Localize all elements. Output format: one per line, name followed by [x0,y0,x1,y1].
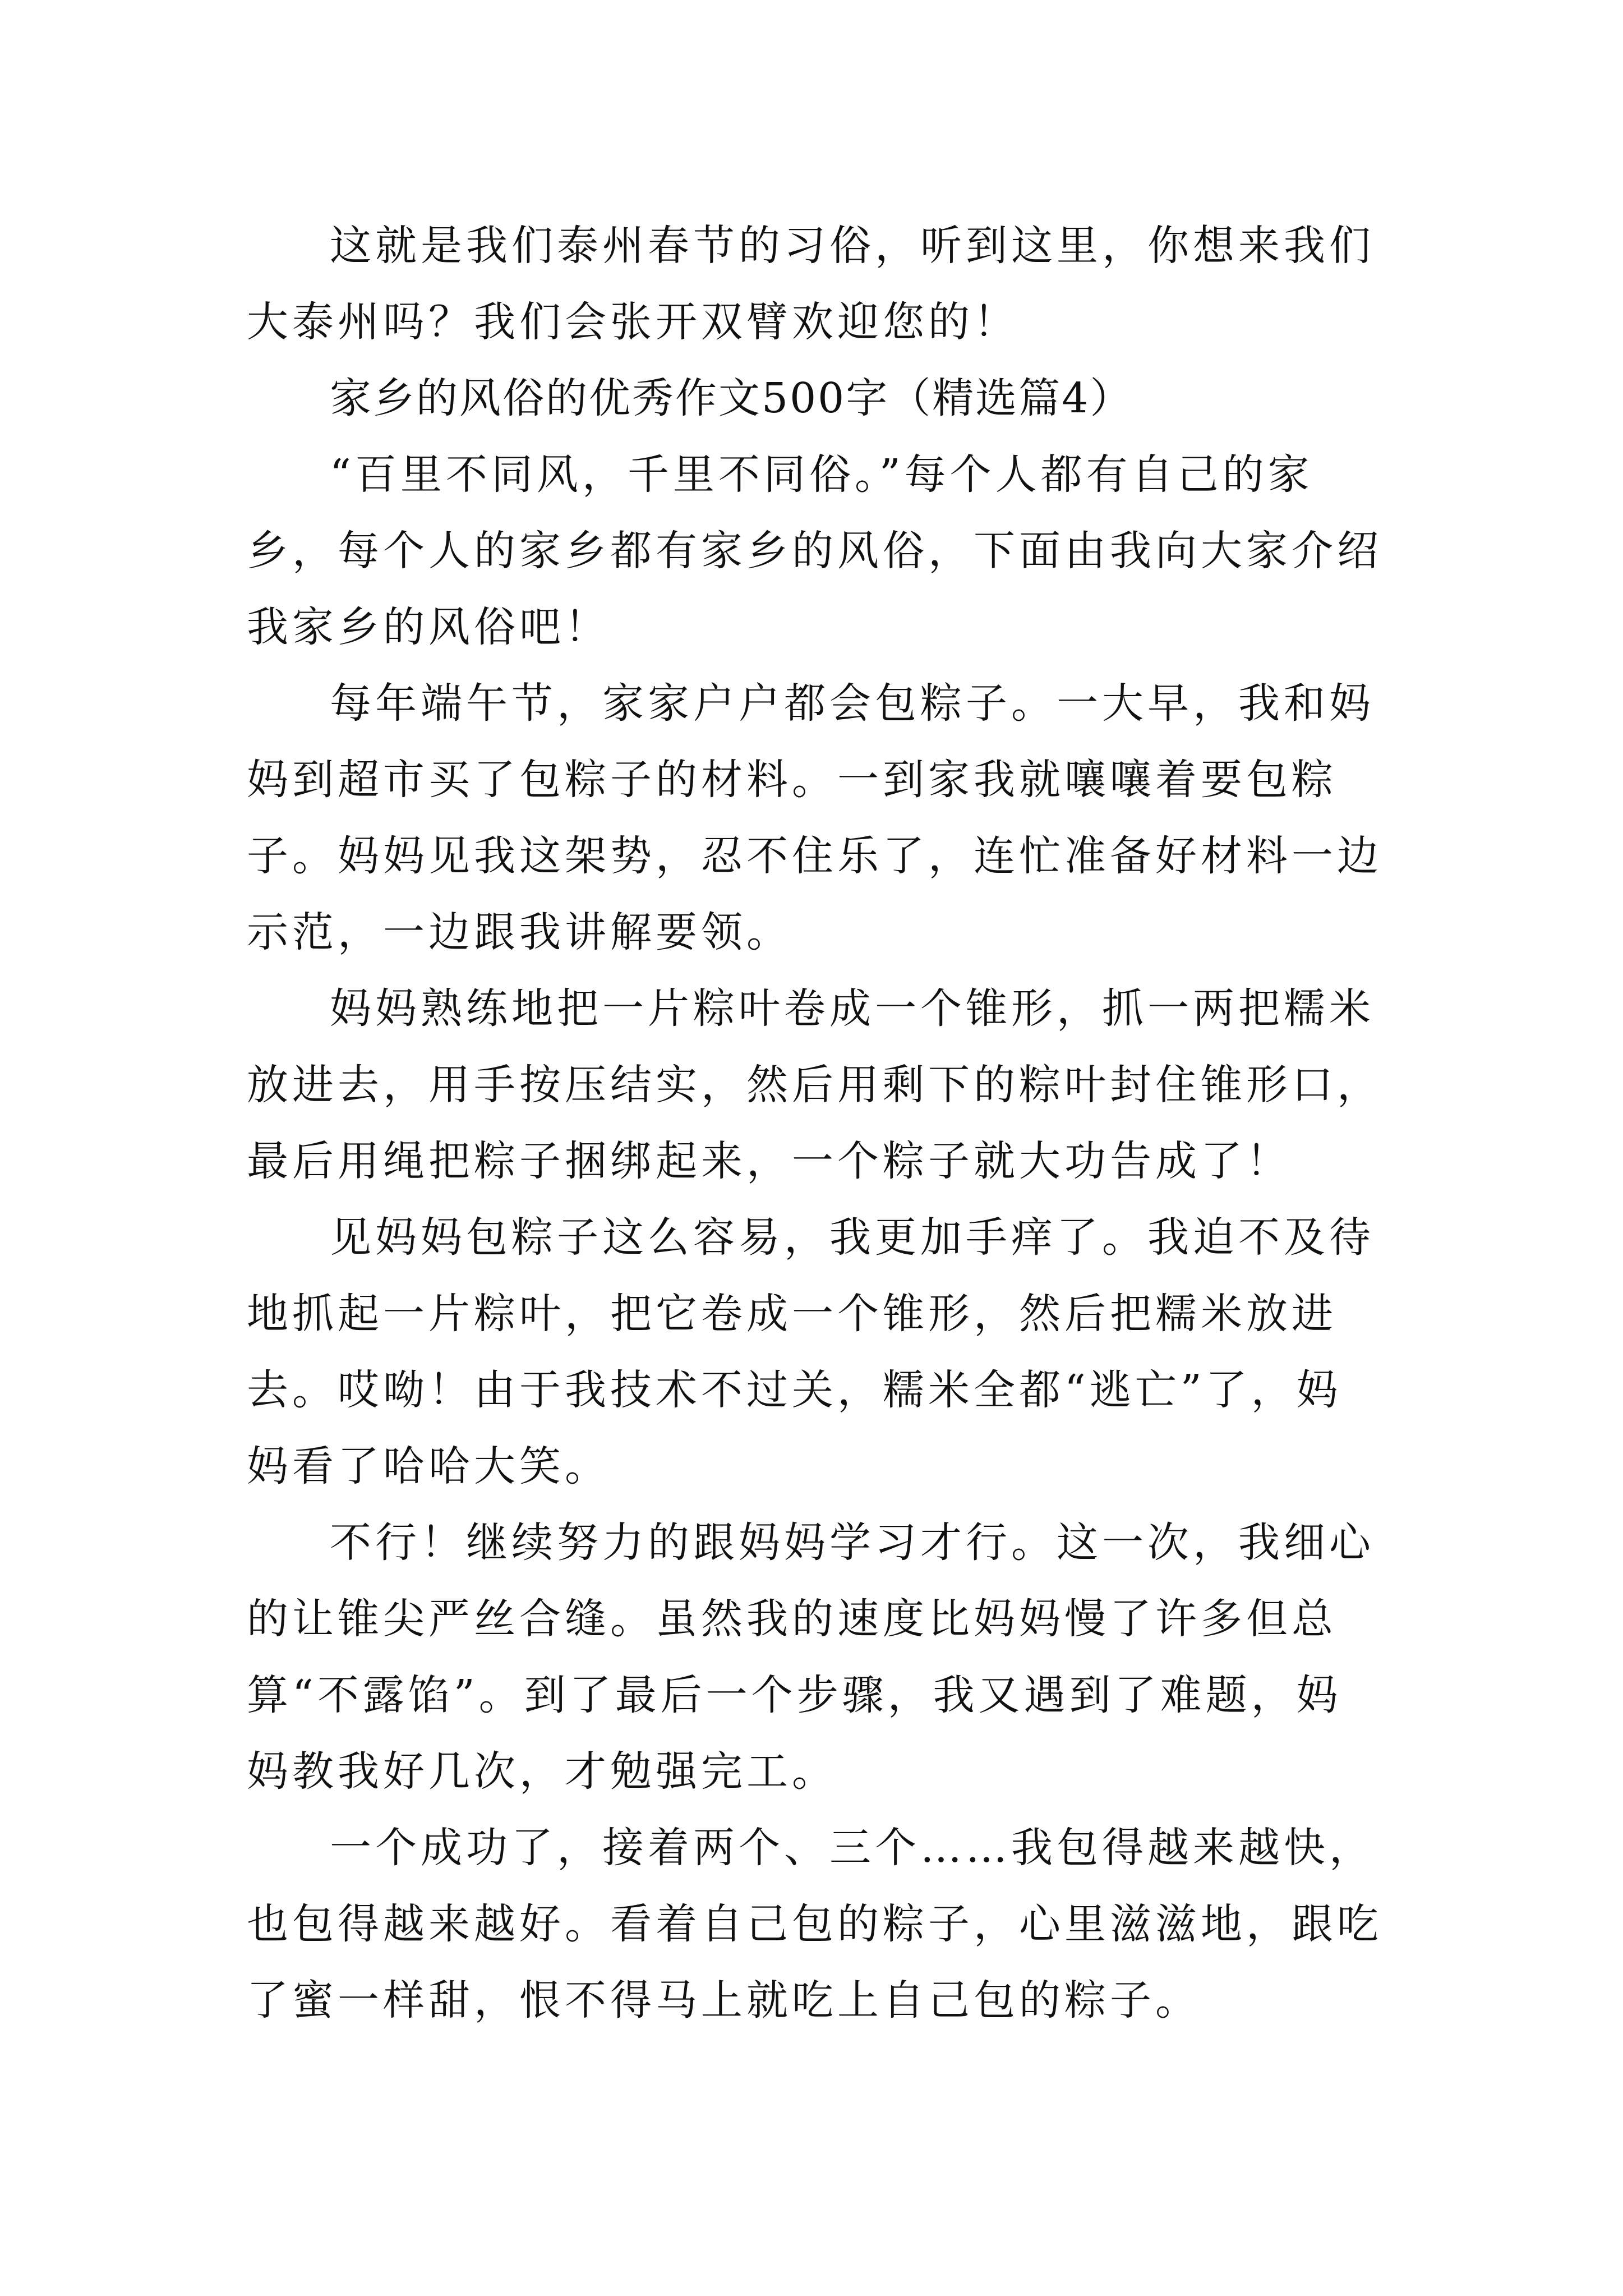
paragraph-first-try: 见妈妈包粽子这么容易，我更加手痒了。我迫不及待地抓起一片粽叶，把它卷成一个锥形，然后把糯米放进去。哎呦！由于我技术不过关，糯米全都“逃亡”了，妈妈看了哈哈大笑。 [247,1213,1375,1490]
paragraph-intro-closing: 这就是我们泰州春节的习俗，听到这里，你想来我们大泰州吗？我们会张开双臂欢迎您的！ [247,222,1375,346]
document-body [247,208,1385,2039]
paragraph-second-try: 不行！继续努力的跟妈妈学习才行。这一次，我细心的让锥尖严丝合缝。虽然我的速度比妈妈慢了许多但总算“不露馅”。到了最后一个步骤，我又遇到了难题，妈妈教我好几次，才勉强完工。 [247,1519,1375,1796]
paragraph-dragon-boat: 每年端午节，家家户户都会包粽子。一大早，我和妈妈到超市买了包粽子的材料。一到家我就嚷嚷着要包粽子。妈妈见我这架势，忍不住乐了，连忙准备好材料一边示范，一边跟我讲解要领。 [247,679,1382,956]
paragraph-success: 一个成功了，接着两个、三个……我包得越来越快，也包得越来越好。看着自己包的粽子，心里滋滋地，跟吃了蜜一样甜，恨不得马上就吃上自己包的粽子。 [247,1824,1382,2024]
paragraph-opening-quote: “百里不同风，千里不同俗。”每个人都有自己的家乡，每个人的家乡都有家乡的风俗，下面由我向大家介绍我家乡的风俗吧！ [247,450,1382,651]
essay-heading: 家乡的风俗的优秀作文500字（精选篇4） [330,374,1133,422]
paragraph-mother-demo: 妈妈熟练地把一片粽叶卷成一个锥形，抓一两把糯米放进去，用手按压结实，然后用剩下的粽叶封住锥形口，最后用绳把粽子捆绑起来，一个粽子就大功告成了！ [247,984,1382,1185]
